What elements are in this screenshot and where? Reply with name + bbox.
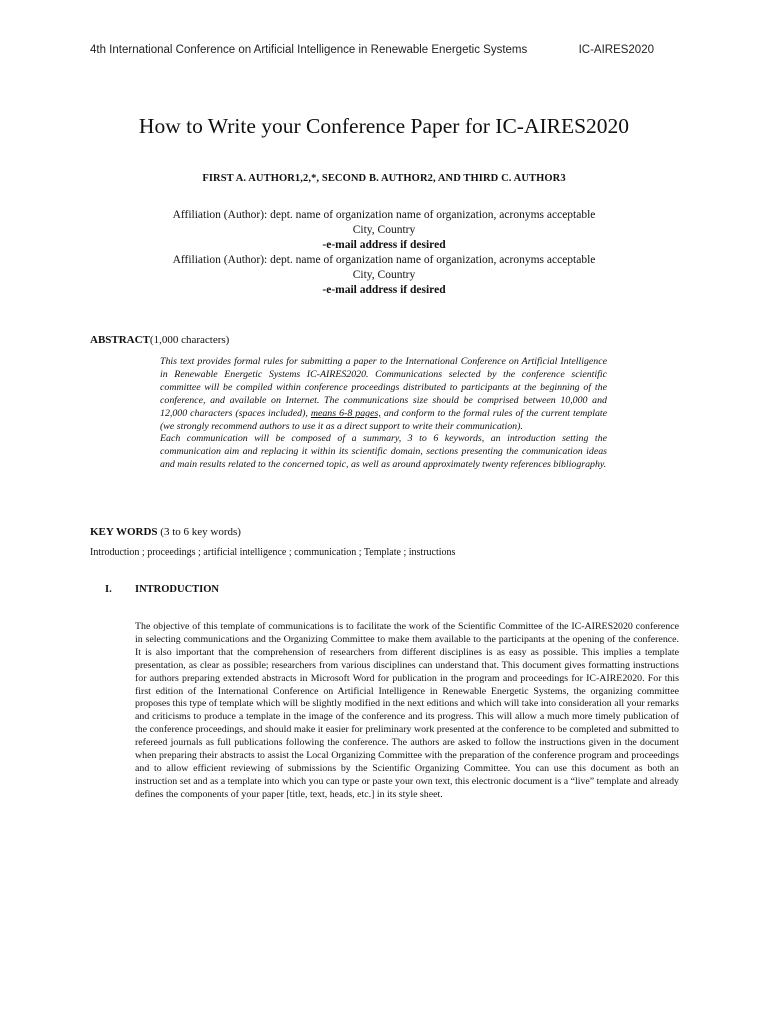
affiliation-line: Affiliation (Author): dept. name of organization name of organization, acronyms acceptable	[172, 209, 596, 221]
affiliation-line: Affiliation (Author): dept. name of organization name of organization, acronyms acceptable	[172, 254, 596, 266]
abstract-text: and conform to the formal rules of the current template (we strongly recommend authors to use it as a direct support to write their communication).	[160, 407, 608, 432]
header-conference-name: 4th International Conference on Artificial Intelligence in Renewable Energetic Systems	[90, 44, 528, 56]
affiliation-city: City, Country	[352, 224, 416, 236]
abstract-paragraph-2: Each communication will be composed of a summary, 3 to 6 keywords, an introduction setting the communication aim and replacing it within its scientific domain, sections presenting the communication ideas and main results related to the concerned topic, as well as around approximately twenty references bibliography.	[160, 433, 607, 471]
abstract-text: This text provides formal rules for submitting a paper to the International Conference on Artificial Intelligence in Renewable Energetic Systems IC-AIRES2020. Communications selected by the conference scientific committee will be compiled within conference proceedings distributed to participants at the beginning of the conference, and available on Internet. The communications size should be comprised between 10,000 and 12,000 characters (spaces included),	[160, 356, 607, 419]
abstract-note: (1,000 characters)	[149, 334, 230, 346]
paper-title: How to Write your Conference Paper for IC-AIRES2020	[138, 114, 630, 138]
section-number: I.	[105, 584, 112, 595]
abstract-paragraph-1	[160, 356, 607, 433]
keywords-note: (3 to 6 key words)	[160, 526, 241, 538]
header-conference-code: IC-AIRES2020	[578, 44, 654, 56]
introduction-paragraph: The objective of this template of communications is to facilitate the work of the Scientific Committee of the IC-AIRES2020 conference in selecting communications and the Organizing Committee to make them available to the participants at the opening of the conference. It is also important that the comprehension of researchers from different disciplines is as easy as possible. This implies a template presentation, as clear as possible; researchers from various disciplines can understand that. This document gives formatting instructions for authors preparing extended abstracts in Microsoft Word for publication in the program and proceedings for IC-AIRE2020. For this first edition of the International Conference on Artificial Intelligence in Renewable Energetic Systems, the organizing committee proposes this type of template which will be slightly modified in the next editions and which will take into consideration all your remarks and criticisms to produce a template in the image of the conference and its progress. This will allow a much more timely publication of the conference proceedings, and should make it easier for preliminary work presented at the conference to be completed and submitted to refereed journals as full publications following the conference. The authors are asked to follow the instructions given in the document when preparing their abstracts to assist the Local Organizing Committee with the preparation of the conference program and proceedings and to allow efficient reviewing of submissions by the Scientific Organizing Committee. You can use this document as both an instruction set and as a template into which you can type or paste your own text, this electronic document is a “live” template and already defines the components of your paper [title, text, heads, etc.] in its style sheet.	[135, 621, 679, 800]
abstract-underlined-text: means 6-8 pages,	[310, 407, 381, 419]
introduction-body	[135, 621, 679, 802]
keywords-list: Introduction ; proceedings ; artificial intelligence ; communication ; Template ; instructions	[90, 547, 456, 558]
author-list: FIRST A. AUTHOR1,2,*, SECOND B. AUTHOR2, AND THIRD C. AUTHOR3	[202, 173, 566, 184]
section-title: INTRODUCTION	[135, 584, 220, 595]
affiliation-city: City, Country	[352, 269, 416, 281]
abstract-label: ABSTRACT	[90, 334, 150, 346]
affiliation-block-1	[150, 208, 618, 253]
affiliation-email: -e-mail address if desired	[322, 284, 446, 296]
keywords-label: KEY WORDS	[90, 526, 158, 538]
keywords-heading	[90, 526, 241, 538]
abstract-heading	[90, 334, 229, 346]
affiliation-block-2	[150, 253, 618, 298]
abstract-body	[160, 356, 607, 472]
affiliation-email: -e-mail address if desired	[322, 239, 446, 251]
